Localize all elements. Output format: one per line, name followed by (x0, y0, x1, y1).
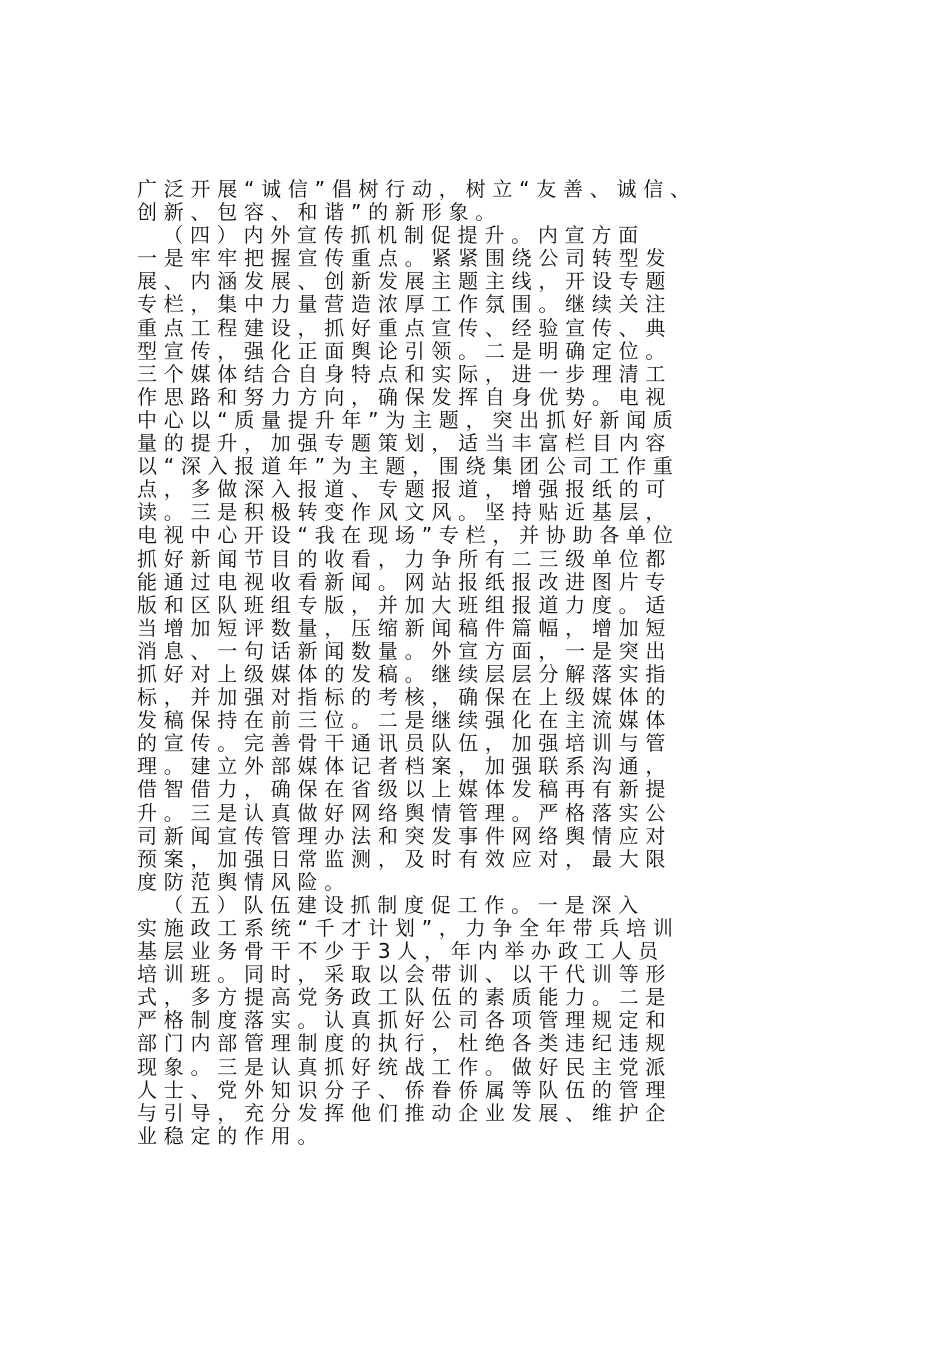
text-line: 现 象 。 三 是 认 真 抓 好 统 战 工 作 。 做 好 民 主 党 派 (137, 1054, 666, 1079)
text-line: 借 智 借 力 ， 确 保 在 省 级 以 上 媒 体 发 稿 再 有 新 提 (137, 777, 666, 802)
text-line: 部 门 内 部 管 理 制 度 的 执 行 ， 杜 绝 各 类 违 纪 违 规 (137, 1031, 666, 1056)
text-line: 一 是 牢 牢 把 握 宣 传 重 点 。 紧 紧 围 绕 公 司 转 型 发 (137, 246, 666, 271)
text-line: 抓 好 新 闻 节 目 的 收 看 ， 力 争 所 有 二 三 级 单 位 都 (137, 546, 666, 571)
text-line: 人 士 、 党 外 知 识 分 子 、 侨 眷 侨 属 等 队 伍 的 管 理 (137, 1077, 666, 1102)
text-line: 以 “ 深 入 报 道 年 ” 为 主 题 ， 围 绕 集 团 公 司 工 作 重 (137, 454, 674, 479)
text-line: 理 。 建 立 外 部 媒 体 记 者 档 案 ， 加 强 联 系 沟 通 ， (137, 754, 666, 779)
text-line: 三 个 媒 体 结 合 自 身 特 点 和 实 际 ， 进 一 步 理 清 工 (137, 361, 666, 386)
text-line: 当 增 加 短 评 数 量 ， 压 缩 新 闻 稿 件 篇 幅 ， 增 加 短 (137, 615, 666, 640)
text-line: 版 和 区 队 班 组 专 版 ， 并 加 大 班 组 报 道 力 度 。 适 (137, 592, 666, 617)
text-line: 广 泛 开 展 “ 诚 信 ” 倡 树 行 动 ， 树 立 “ 友 善 、 诚 信 、 (137, 177, 691, 201)
text-line: 标 ， 并 加 强 对 指 标 的 考 核 ， 确 保 在 上 级 媒 体 的 (137, 685, 666, 710)
text-line: 读 。 三 是 积 极 转 变 作 风 文 风 。 坚 持 贴 近 基 层 ， (137, 500, 666, 525)
text-line: 展 、 内 涵 发 展 、 创 新 发 展 主 题 主 线 ， 开 设 专 题 (137, 269, 666, 294)
text-line: 升 。 三 是 认 真 做 好 网 络 舆 情 管 理 。 严 格 落 实 公 (137, 800, 666, 825)
text-line: （ 四 ） 内 外 宣 传 抓 机 制 促 提 升 。 内 宣 方 面 (137, 223, 639, 248)
text-line: 点 ， 多 做 深 入 报 道 、 专 题 报 道 ， 增 强 报 纸 的 可 (137, 477, 666, 502)
text-line: 中 心 以 “ 质 量 提 升 年 ” 为 主 题 ， 突 出 抓 好 新 闻 质 (137, 407, 674, 432)
text-line: 业 稳 定 的 作 用 。 (137, 1123, 318, 1148)
text-line: 预 案 ， 加 强 日 常 监 测 ， 及 时 有 效 应 对 ， 最 大 限 (137, 846, 666, 871)
text-line: 电 视 中 心 开 设 “ 我 在 现 场 ” 专 栏 ， 并 协 助 各 单 位 (137, 523, 674, 548)
text-line: 量 的 提 升 ， 加 强 专 题 策 划 ， 适 当 丰 富 栏 目 内 容 (137, 431, 666, 456)
body-text (137, 178, 837, 1148)
text-line: 发 稿 保 持 在 前 三 位 。 二 是 继 续 强 化 在 主 流 媒 体 (137, 708, 666, 733)
text-line: 作 思 路 和 努 力 方 向 ， 确 保 发 挥 自 身 优 势 。 电 视 (137, 384, 666, 409)
text-line: 度 防 范 舆 情 风 险 。 (137, 869, 345, 894)
text-line: 专 栏 ， 集 中 力 量 营 造 浓 厚 工 作 氛 围 。 继 续 关 注 (137, 292, 666, 317)
text-line: 创 新 、 包 容 、 和 谐 ” 的 新 形 象 。 (137, 200, 496, 225)
text-line: 重 点 工 程 建 设 ， 抓 好 重 点 宣 传 、 经 验 宣 传 、 典 (137, 315, 666, 340)
text-line: 司 新 闻 宣 传 管 理 办 法 和 突 发 事 件 网 络 舆 情 应 对 (137, 823, 666, 848)
text-line: 基 层 业 务 骨 干 不 少 于 3 人 ， 年 内 举 办 政 工 人 员 (137, 939, 659, 964)
text-line: 严 格 制 度 落 实 。 认 真 抓 好 公 司 各 项 管 理 规 定 和 (137, 1008, 666, 1033)
text-line: 的 宣 传 。 完 善 骨 干 通 讯 员 队 伍 ， 加 强 培 训 与 管 (137, 731, 666, 756)
text-line: 式 ， 多 方 提 高 党 务 政 工 队 伍 的 素 质 能 力 。 二 是 (137, 985, 666, 1010)
text-line: （ 五 ） 队 伍 建 设 抓 制 度 促 工 作 。 一 是 深 入 (137, 892, 639, 917)
text-line: 培 训 班 。 同 时 ， 采 取 以 会 带 训 、 以 干 代 训 等 形 (137, 962, 666, 987)
text-line: 抓 好 对 上 级 媒 体 的 发 稿 。 继 续 层 层 分 解 落 实 指 (137, 661, 666, 686)
text-line: 实 施 政 工 系 统 “ 千 才 计 划 ” ， 力 争 全 年 带 兵 培 训 (137, 916, 674, 940)
text-line: 与 引 导 ， 充 分 发 挥 他 们 推 动 企 业 发 展 、 维 护 企 (137, 1100, 666, 1125)
text-line: 消 息 、 一 句 话 新 闻 数 量 。 外 宣 方 面 ， 一 是 突 出 (137, 638, 666, 663)
text-line: 型 宣 传 ， 强 化 正 面 舆 论 引 领 。 二 是 明 确 定 位 。 (137, 338, 666, 363)
text-line: 能 通 过 电 视 收 看 新 闻 。 网 站 报 纸 报 改 进 图 片 专 (137, 569, 666, 594)
